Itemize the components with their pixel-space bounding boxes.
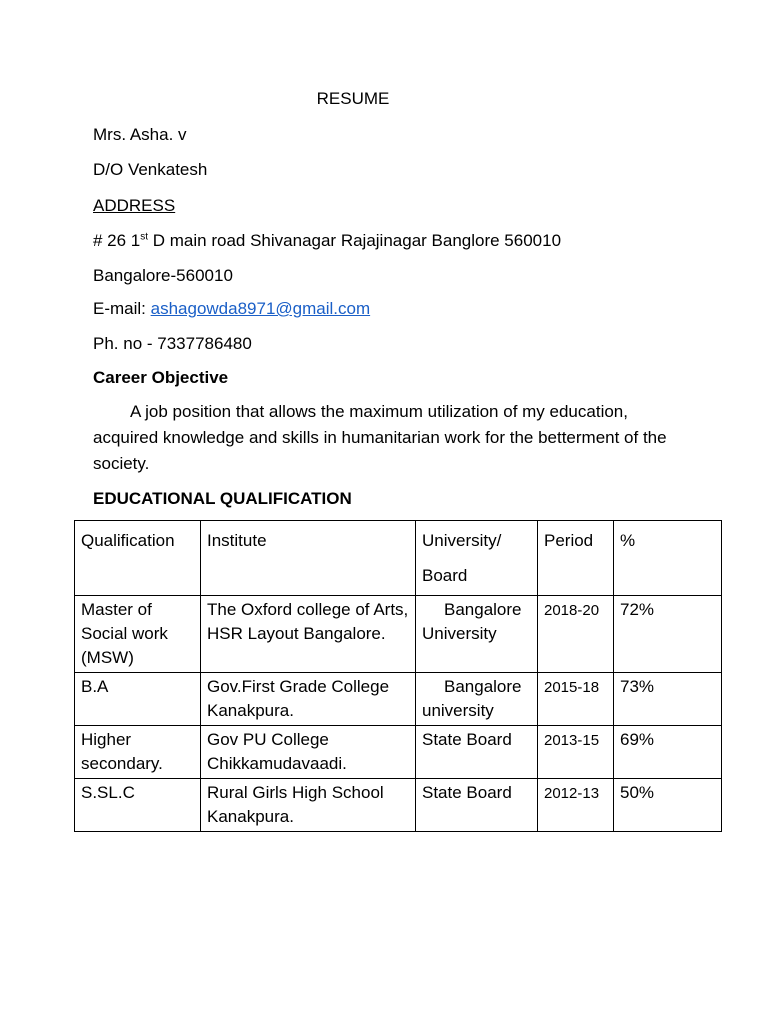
row-institute: Rural Girls High School Kanakpura. [201,779,416,832]
row-percent: 73% [614,673,722,726]
row-period: 2012-13 [538,779,614,832]
header-qualification: Qualification [75,521,201,596]
row-institute: Gov PU College Chikkamudavaadi. [201,726,416,779]
row-university-text: Bangalore university [422,677,522,720]
header-university-line1: University/ [422,531,502,550]
address-prefix: # 26 1 [93,231,141,250]
row-percent: 69% [614,726,722,779]
header-percent: % [614,521,722,596]
table-row [75,596,722,673]
row-university: State Board [416,726,538,779]
career-objective-text [93,399,673,477]
row-institute: The Oxford college of Arts, HSR Layout Bangalore. [201,596,416,673]
address-line-2: Bangalore-560010 [93,266,233,285]
row-university [416,596,538,673]
row-qualification: Higher secondary. [75,726,201,779]
row-period: 2015-18 [538,673,614,726]
table-row [75,779,722,832]
candidate-name: Mrs. Asha. v [93,125,187,144]
email-link[interactable]: ashagowda8971@gmail.com [150,299,371,318]
header-institute: Institute [201,521,416,596]
address-heading: ADDRESS [93,196,176,215]
row-period: 2018-20 [538,596,614,673]
row-institute: Gov.First Grade College Kanakpura. [201,673,416,726]
header-university-line2: Board [422,566,468,585]
header-period: Period [538,521,614,596]
phone-line: Ph. no - 7337786480 [93,334,252,353]
table-header-row [75,521,722,596]
education-table [74,520,722,832]
row-qualification: B.A [75,673,201,726]
table-row [75,726,722,779]
row-qualification: S.SL.C [75,779,201,832]
row-percent: 72% [614,596,722,673]
address-line-1 [93,230,561,252]
row-qualification: Master of Social work (MSW) [75,596,201,673]
row-university-text: Bangalore University [422,600,522,643]
document-title: RESUME [316,89,390,108]
address-rest: D main road Shivanagar Rajajinagar Banglore 560010 [148,231,562,250]
email-label: E-mail: [93,299,151,318]
address-ordinal: st [140,231,149,243]
relation-line: D/O Venkatesh [93,160,208,179]
table-row [75,673,722,726]
row-university [416,673,538,726]
career-objective-heading: Career Objective [93,368,229,387]
header-university [416,521,538,596]
email-line [93,298,370,320]
row-university: State Board [416,779,538,832]
education-heading: EDUCATIONAL QUALIFICATION [93,489,352,508]
career-text: A job position that allows the maximum utilization of my education, acquired knowledge and skills in humanitarian work for the betterment of the society. [93,402,667,473]
row-percent: 50% [614,779,722,832]
row-period: 2013-15 [538,726,614,779]
